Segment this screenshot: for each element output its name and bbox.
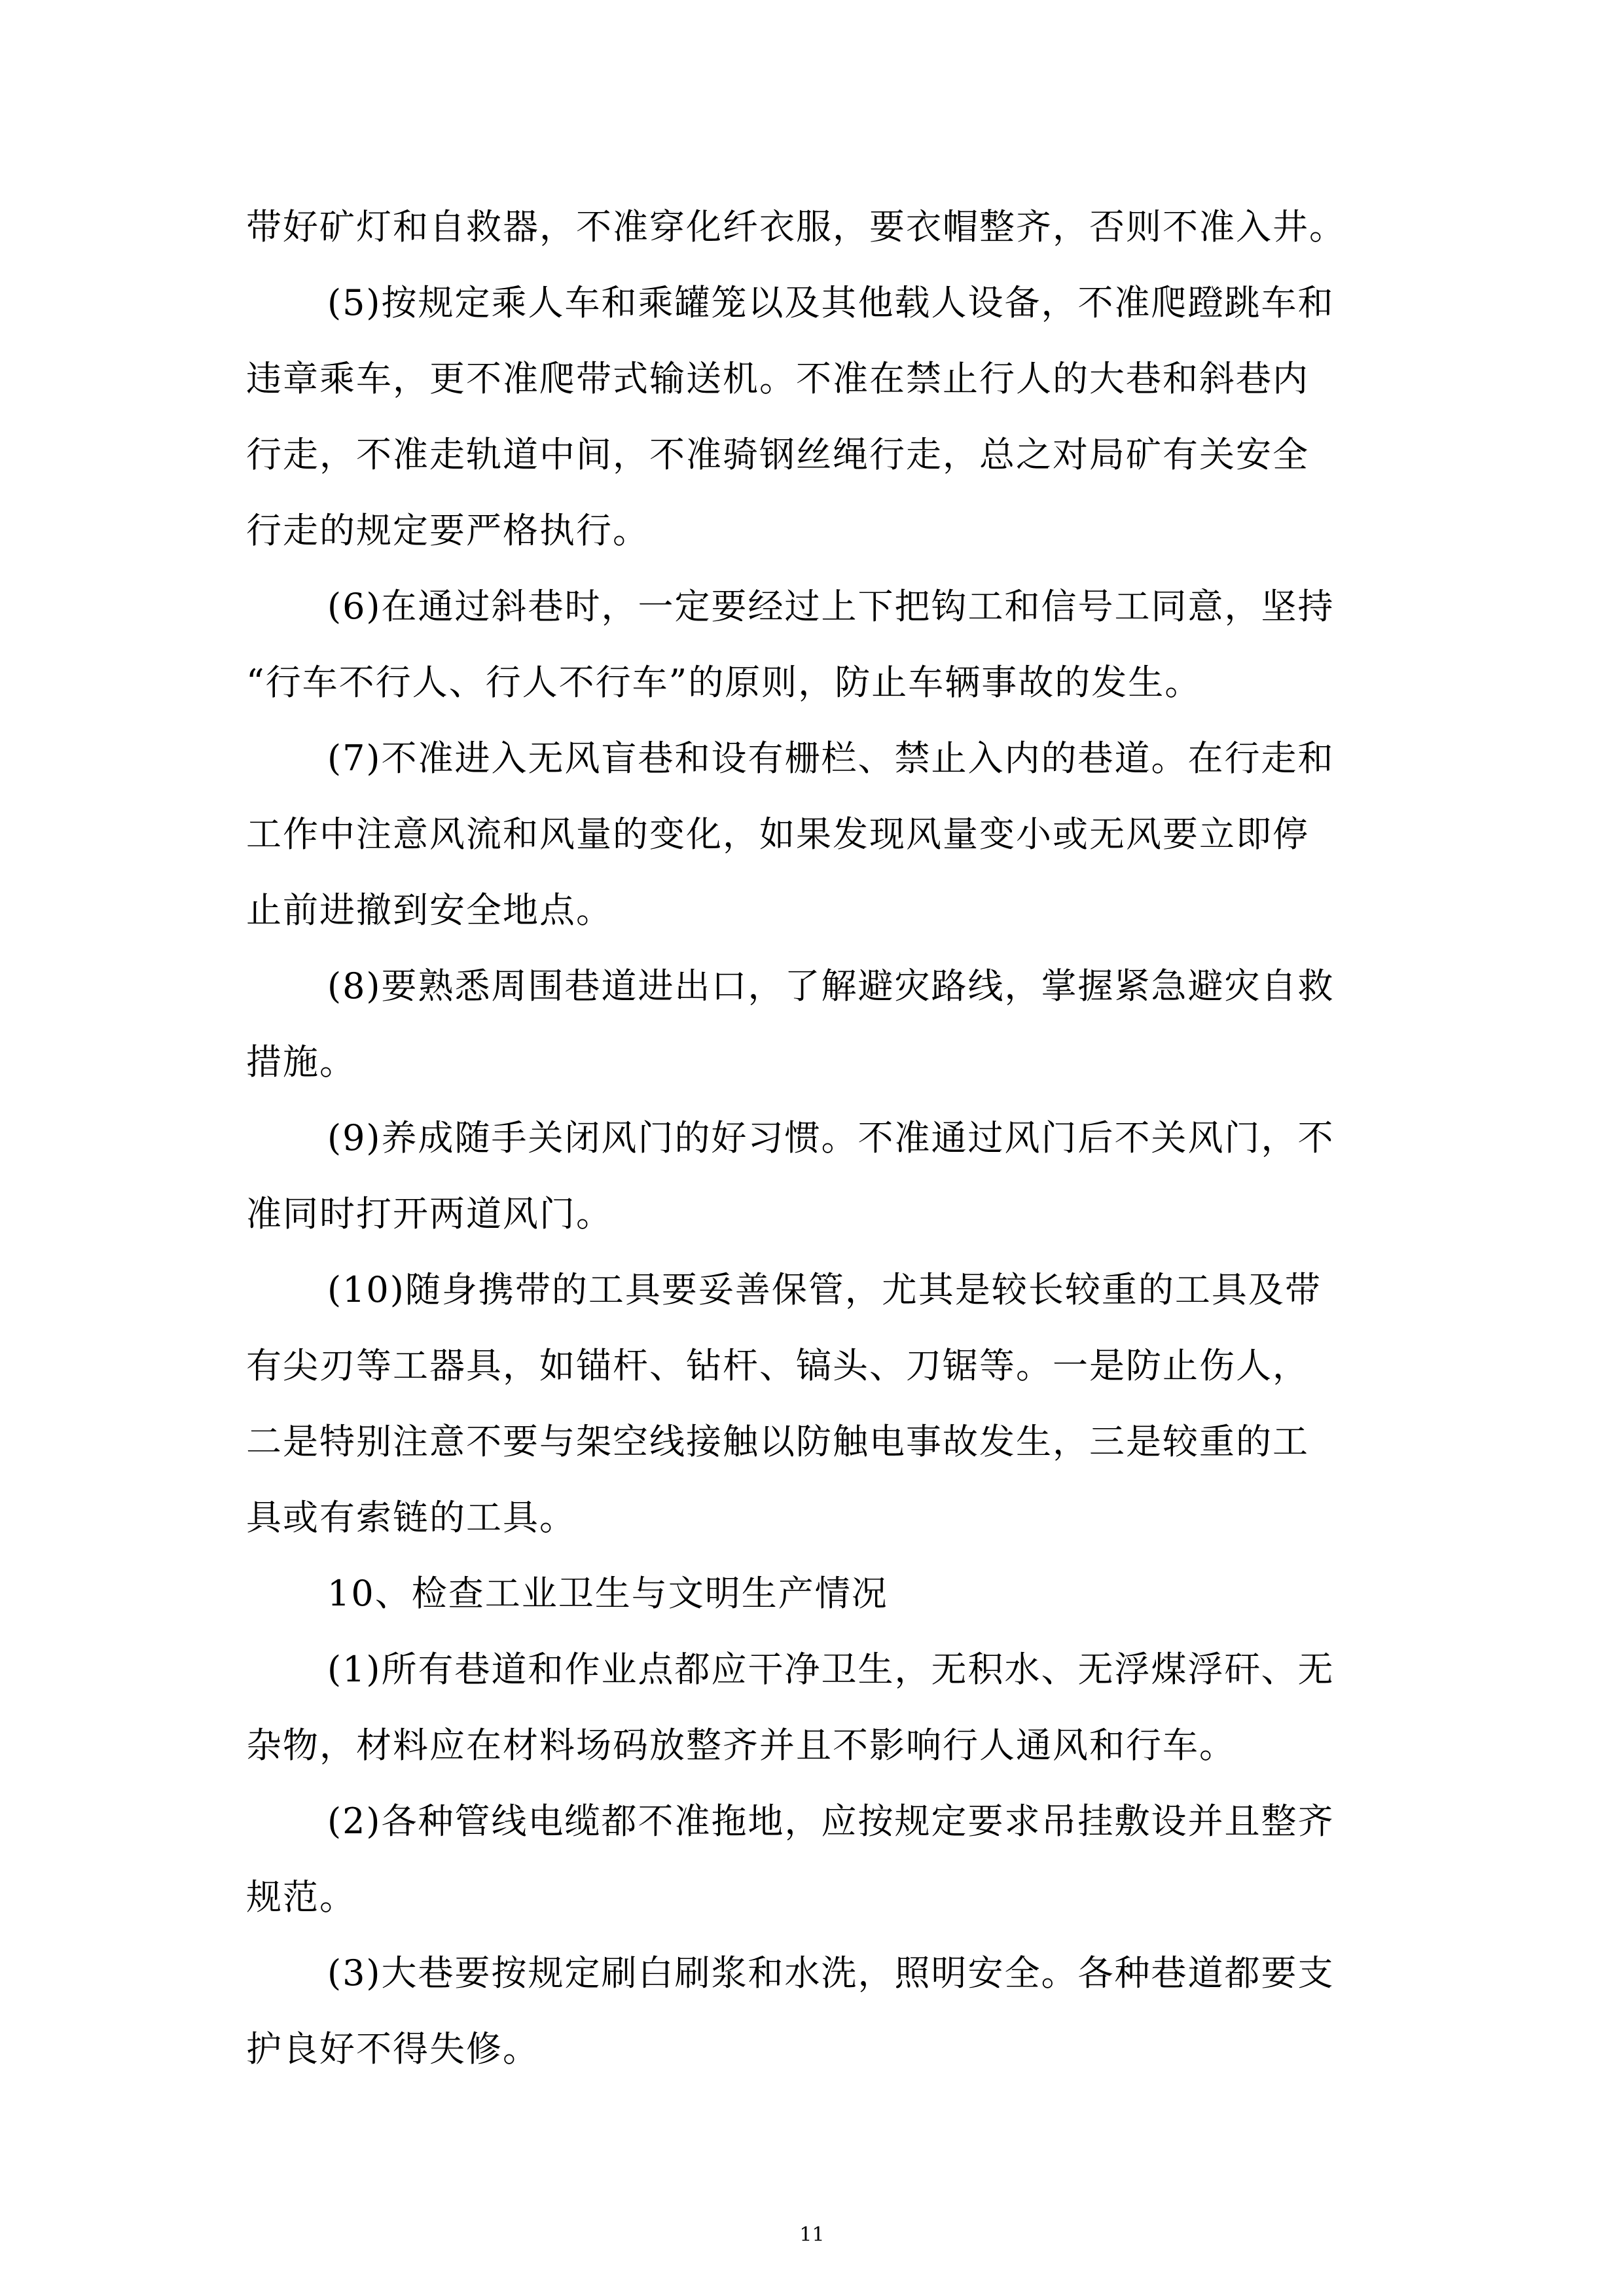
text-line: 工作中注意风流和风量的变化，如果发现风量变小或无风要立即停 — [246, 814, 1309, 855]
text-line: “行车不行人、行人不行车”的原则，防止车辆事故的发生。 — [246, 662, 1202, 703]
text-line: 规范。 — [246, 1876, 356, 1918]
text-line: (7)不准进入无风盲巷和设有栅栏、禁止入内的巷道。在行走和 — [327, 738, 1335, 779]
text-line: 有尖刃等工器具，如锚杆、钻杆、镐头、刀锯等。一是防止伤人， — [246, 1345, 1309, 1386]
text-line: 杂物，材料应在材料场码放整齐并且不影响行人通风和行车。 — [246, 1725, 1236, 1766]
text-line: 准同时打开两道风门。 — [246, 1193, 613, 1234]
text-line: 行走，不准走轨道中间，不准骑钢丝绳行走，总之对局矿有关安全 — [246, 434, 1309, 475]
text-line: (1)所有巷道和作业点都应干净卫生，无积水、无浮煤浮矸、无 — [327, 1649, 1335, 1690]
text-line: 行走的规定要严格执行。 — [246, 510, 649, 551]
text-line: (8)要熟悉周围巷道进出口，了解避灾路线，掌握紧急避灾自救 — [327, 965, 1335, 1007]
text-line: 具或有索链的工具。 — [246, 1497, 576, 1538]
text-line: (3)大巷要按规定刷白刷浆和水洗，照明安全。各种巷道都要支 — [327, 1952, 1335, 1994]
text-line: (9)养成随手关闭风门的好习惯。不准通过风门后不关风门，不 — [327, 1117, 1335, 1158]
page-number: 11 — [799, 2223, 825, 2246]
text-line: 违章乘车，更不准爬带式输送机。不准在禁止行人的大巷和斜巷内 — [246, 358, 1309, 399]
text-line: 止前进撤到安全地点。 — [246, 889, 613, 931]
text-line: (10)随身携带的工具要妥善保管，尤其是较长较重的工具及带 — [327, 1269, 1322, 1310]
text-line: 10、检查工业卫生与文明生产情况 — [327, 1573, 888, 1614]
text-line: 护良好不得失修。 — [246, 2028, 539, 2070]
text-line: (5)按规定乘人车和乘罐笼以及其他载人设备，不准爬蹬跳车和 — [327, 282, 1335, 323]
text-line: 措施。 — [246, 1041, 356, 1083]
text-line: 二是特别注意不要与架空线接触以防触电事故发生，三是较重的工 — [246, 1421, 1309, 1462]
text-line: (2)各种管线电缆都不准拖地，应按规定要求吊挂敷设并且整齐 — [327, 1801, 1335, 1842]
text-line: (6)在通过斜巷时，一定要经过上下把钩工和信号工同意，坚持 — [327, 586, 1335, 627]
text-line: 带好矿灯和自救器，不准穿化纤衣服，要衣帽整齐，否则不准入井。 — [246, 206, 1346, 247]
